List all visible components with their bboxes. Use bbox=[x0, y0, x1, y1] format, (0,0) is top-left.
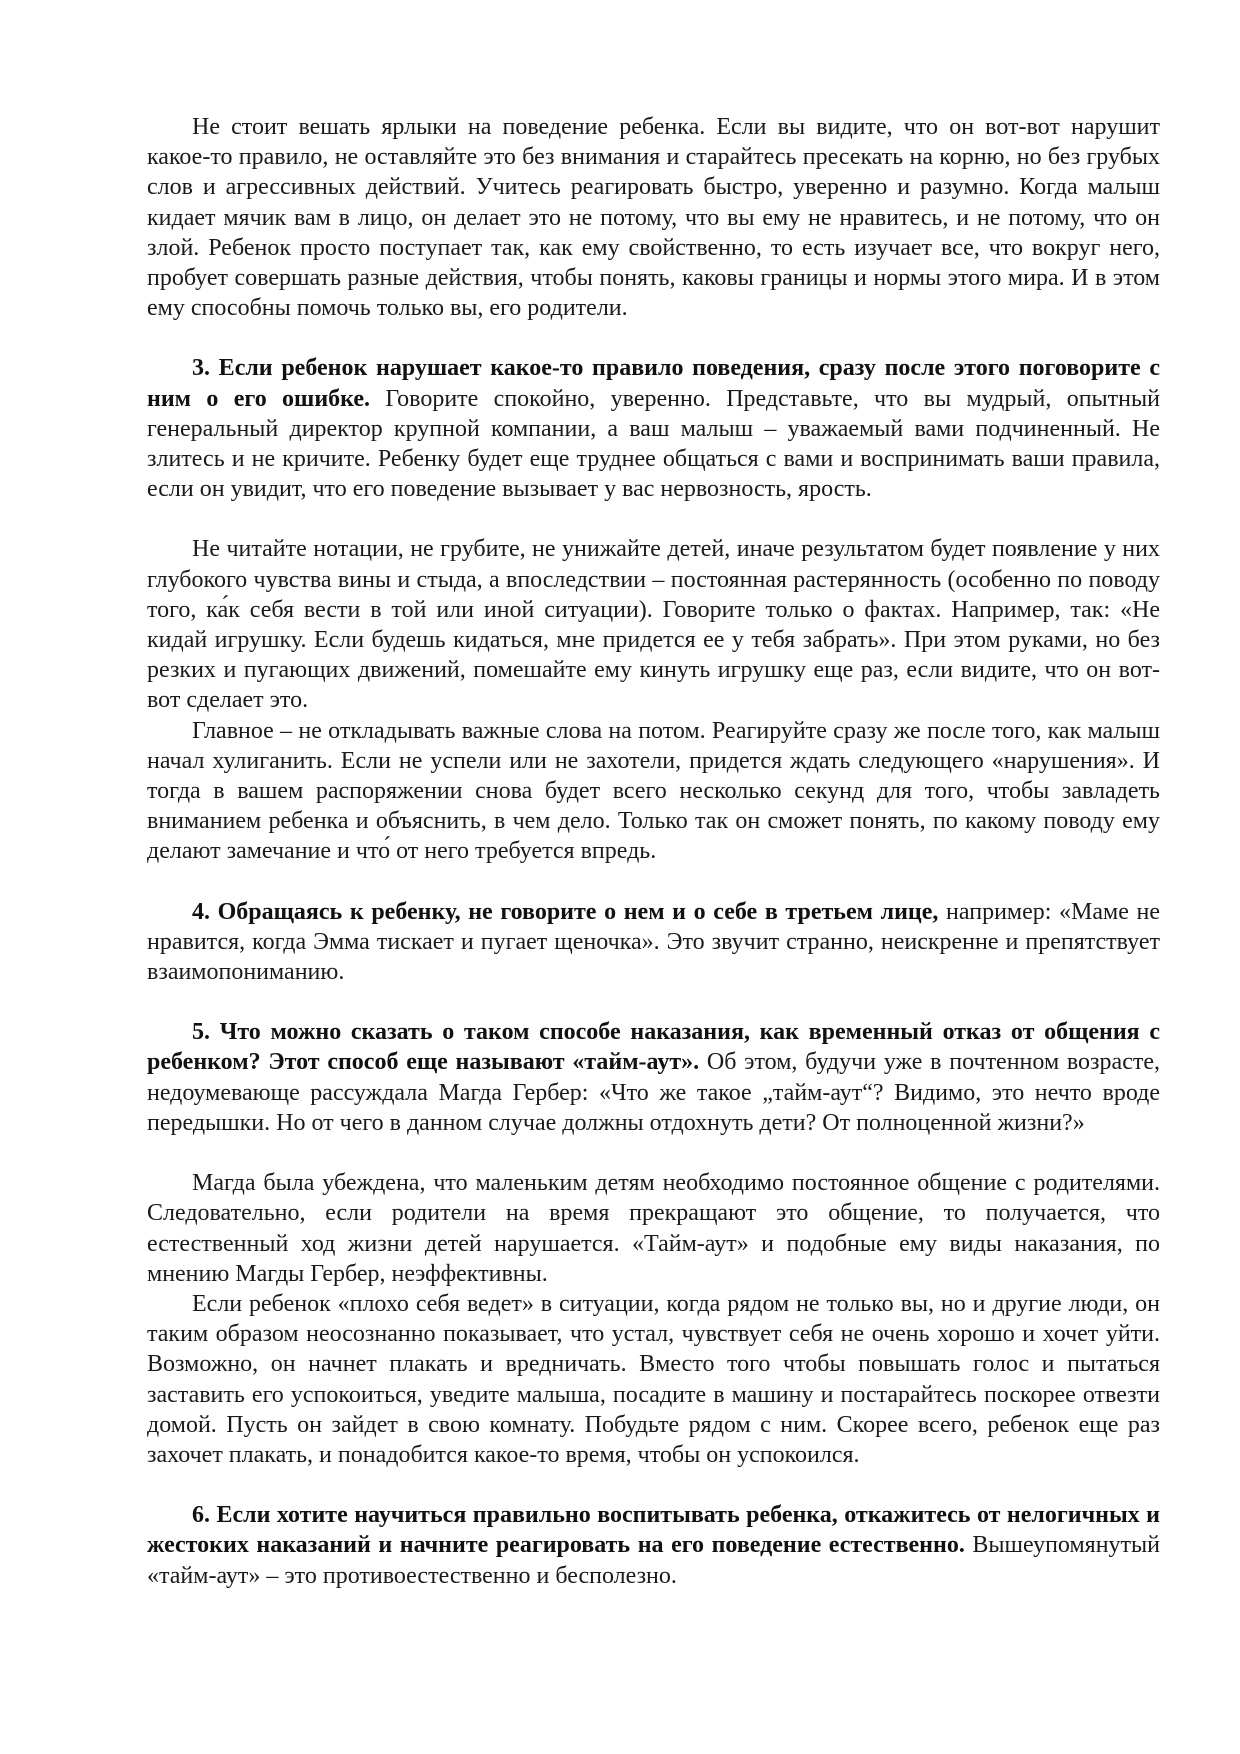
rule-5-heading: 5. Что можно сказать о таком способе наказания, как временный отказ от общения с ребенком? Этот способ еще называют «тайм-аут». bbox=[147, 1019, 1160, 1076]
paragraph-rule-6 bbox=[147, 1500, 1160, 1591]
rule-4-heading: 4. Обращаясь к ребенку, не говорите о нем и о себе в третьем лице, bbox=[192, 898, 939, 925]
paragraph-text: Магда была убеждена, что маленьким детям необходимо постоянное общение с родителями. Следовательно, если родители на время прекращают это общение, то получается, что естественный ход жизни детей нарушается. «Тайм-аут» и подобные ему виды наказания, по мнению Магды Гербер, неэффективны. bbox=[147, 1170, 1160, 1287]
rule-3-heading: 3. Если ребенок нарушает какое-то правило поведения, сразу после этого поговорите с ним о его ошибке. bbox=[147, 355, 1160, 412]
paragraph-react-immediately bbox=[147, 716, 1160, 867]
paragraph-rule-4 bbox=[147, 897, 1160, 988]
paragraph-magda-gerber bbox=[147, 1168, 1160, 1289]
rule-3-text: Говорите спокойно, уверенно. Представьте, что вы мудрый, опытный генеральный директор крупной компании, а ваш малыш – уважаемый вами подчиненный. Не злитесь и не кричите. Ребенку будет еще труднее общаться с вами и воспринимать ваши правила, если он увидит, что его поведение вызывает у вас нервозность, ярость. bbox=[147, 385, 1160, 503]
rule-6-heading: 6. Если хотите научиться правильно воспитывать ребенка, откажитесь от нелогичных и жестоких наказаний и начните реагировать на его поведение естественно. bbox=[147, 1502, 1160, 1559]
rule-6-text: Вышеупомянутый «тайм-аут» – это противоестественно и бесполезно. bbox=[147, 1532, 1160, 1589]
paragraph-rule-5 bbox=[147, 1017, 1160, 1138]
paragraph-no-lectures bbox=[147, 534, 1160, 715]
paragraph-bad-behavior-public bbox=[147, 1289, 1160, 1470]
paragraph-rule-3 bbox=[147, 353, 1160, 504]
paragraph-text: Не стоит вешать ярлыки на поведение ребенка. Если вы видите, что он вот-вот нарушит какое-то правило, не оставляйте это без внимания и старайтесь пресекать на корню, но без грубых слов и агрессивных действий. Учитесь реагировать быстро, уверенно и разумно. Когда малыш кидает мячик вам в лицо, он делает это не потому, что вы ему не нравитесь, и не потому, что он злой. Ребенок просто поступает так, как ему свойственно, то есть изучает все, что вокруг него, пробует совершать разные действия, чтобы понять, каковы границы и нормы этого мира. И в этом ему способны помочь только вы, его родители. bbox=[147, 114, 1160, 322]
paragraph-text: Если ребенок «плохо себя ведет» в ситуации, когда рядом не только вы, но и другие люди, он таким образом неосознанно показывает, что устал, чувствует себя не очень хорошо и хочет уйти. Возможно, он начнет плакать и вредничать. Вместо того чтобы повышать голос и пытаться заставить его успокоиться, уведите малыша, посадите в машину и постарайтесь поскорее отвезти домой. Пусть он зайдет в свою комнату. Побудьте рядом с ним. Скорее всего, ребенок еще раз захочет плакать, и понадобится какое-то время, чтобы он успокоился. bbox=[147, 1290, 1160, 1468]
document-page bbox=[147, 112, 1160, 1591]
paragraph-text: Не читайте нотации, не грубите, не унижайте детей, иначе результатом будет появление у них глубокого чувства вины и стыда, а впоследствии – постоянная растерянность (особенно по поводу того, ка́к себя вести в той или иной ситуации). Говорите только о фактах. Например, так: «Не кидай игрушку. Если будешь кидаться, мне придется ее у тебя забрать». При этом руками, но без резких и пугающих движений, помешайте ему кинуть игрушку еще раз, если видите, что он вот-вот сделает это. bbox=[147, 536, 1160, 714]
paragraph-text: Главное – не откладывать важные слова на потом. Реагируйте сразу же после того, как малыш начал хулиганить. Если не успели или не захотели, придется ждать следующего «нарушения». И тогда в вашем распоряжении снова будет всего несколько секунд для того, чтобы завладеть вниманием ребенка и объяснить, в чем дело. Только так он сможет понять, по какому поводу ему делают замечание и что́ от него требуется впредь. bbox=[147, 717, 1160, 865]
rule-4-text: например: «Маме не нравится, когда Эмма тискает и пугает щеночка». Это звучит странно, неискренне и препятствует взаимопониманию. bbox=[147, 898, 1161, 986]
paragraph-labels-behavior bbox=[147, 112, 1160, 323]
rule-5-text: Об этом, будучи уже в почтенном возрасте, недоумевающе рассуждала Магда Гербер: «Что же такое „тайм-аут“? Видимо, это нечто вроде передышки. Но от чего в данном случае должны отдохнуть дети? От полноценной жизни?» bbox=[147, 1049, 1160, 1136]
